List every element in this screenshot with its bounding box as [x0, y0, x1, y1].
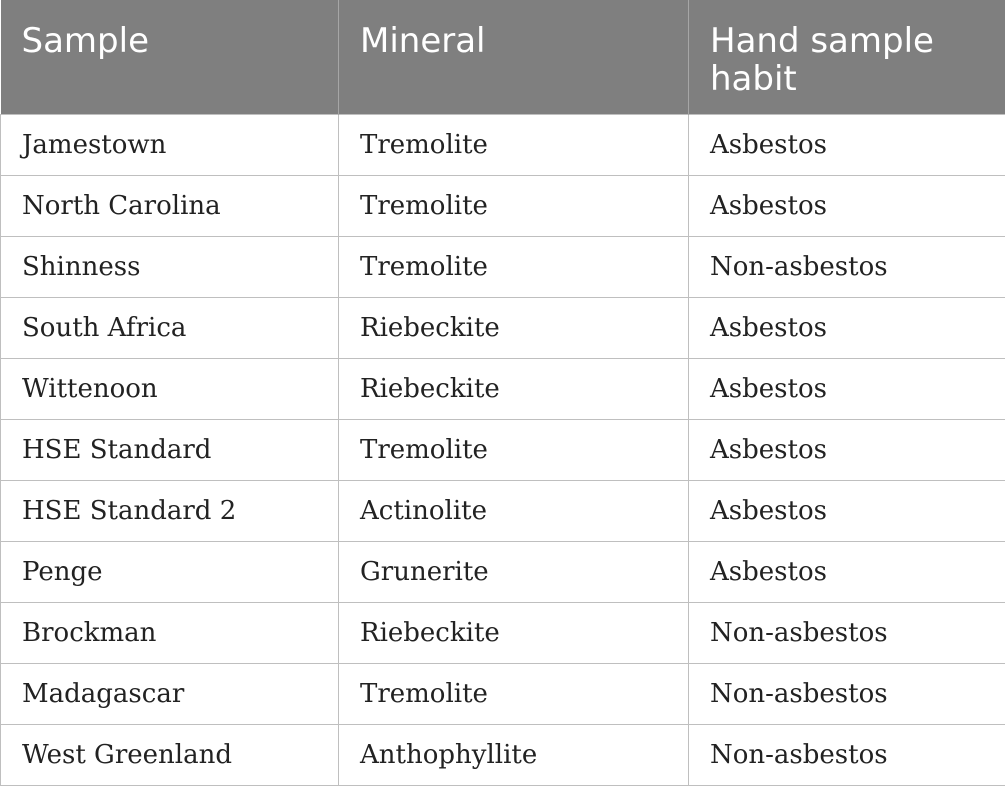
- table-row: [1, 297, 1005, 358]
- cell-sample: North Carolina: [1, 175, 339, 236]
- cell-mineral: Riebeckite: [339, 602, 689, 663]
- cell-habit: Asbestos: [689, 297, 1005, 358]
- cell-mineral: Actinolite: [339, 480, 689, 541]
- table-row: [1, 419, 1005, 480]
- table-row: [1, 236, 1005, 297]
- header-hand-sample-habit: Hand sample habit: [689, 0, 1005, 114]
- cell-habit: Non-asbestos: [689, 724, 1005, 785]
- cell-sample: HSE Standard 2: [1, 480, 339, 541]
- cell-sample: Brockman: [1, 602, 339, 663]
- table-row: [1, 480, 1005, 541]
- cell-habit: Non-asbestos: [689, 663, 1005, 724]
- cell-habit: Asbestos: [689, 480, 1005, 541]
- table-row: [1, 541, 1005, 602]
- cell-sample: Jamestown: [1, 114, 339, 175]
- cell-sample: West Greenland: [1, 724, 339, 785]
- table-row: [1, 175, 1005, 236]
- cell-sample: South Africa: [1, 297, 339, 358]
- cell-mineral: Riebeckite: [339, 297, 689, 358]
- cell-habit: Asbestos: [689, 175, 1005, 236]
- cell-mineral: Riebeckite: [339, 358, 689, 419]
- header-row: [1, 0, 1005, 114]
- cell-sample: Wittenoon: [1, 358, 339, 419]
- table-row: [1, 358, 1005, 419]
- cell-habit: Non-asbestos: [689, 236, 1005, 297]
- cell-mineral: Anthophyllite: [339, 724, 689, 785]
- table-row: [1, 602, 1005, 663]
- cell-mineral: Grunerite: [339, 541, 689, 602]
- cell-habit: Asbestos: [689, 419, 1005, 480]
- cell-mineral: Tremolite: [339, 114, 689, 175]
- cell-habit: Non-asbestos: [689, 602, 1005, 663]
- table-row: [1, 724, 1005, 785]
- table-row: [1, 114, 1005, 175]
- cell-mineral: Tremolite: [339, 419, 689, 480]
- cell-habit: Asbestos: [689, 358, 1005, 419]
- table-row: [1, 663, 1005, 724]
- header-mineral: Mineral: [339, 0, 689, 114]
- header-sample: Sample: [1, 0, 339, 114]
- cell-habit: Asbestos: [689, 114, 1005, 175]
- cell-mineral: Tremolite: [339, 236, 689, 297]
- table-header: [1, 0, 1005, 114]
- cell-mineral: Tremolite: [339, 663, 689, 724]
- cell-sample: Penge: [1, 541, 339, 602]
- cell-mineral: Tremolite: [339, 175, 689, 236]
- cell-sample: Shinness: [1, 236, 339, 297]
- table-body: [1, 114, 1005, 785]
- cell-sample: HSE Standard: [1, 419, 339, 480]
- cell-habit: Asbestos: [689, 541, 1005, 602]
- cell-sample: Madagascar: [1, 663, 339, 724]
